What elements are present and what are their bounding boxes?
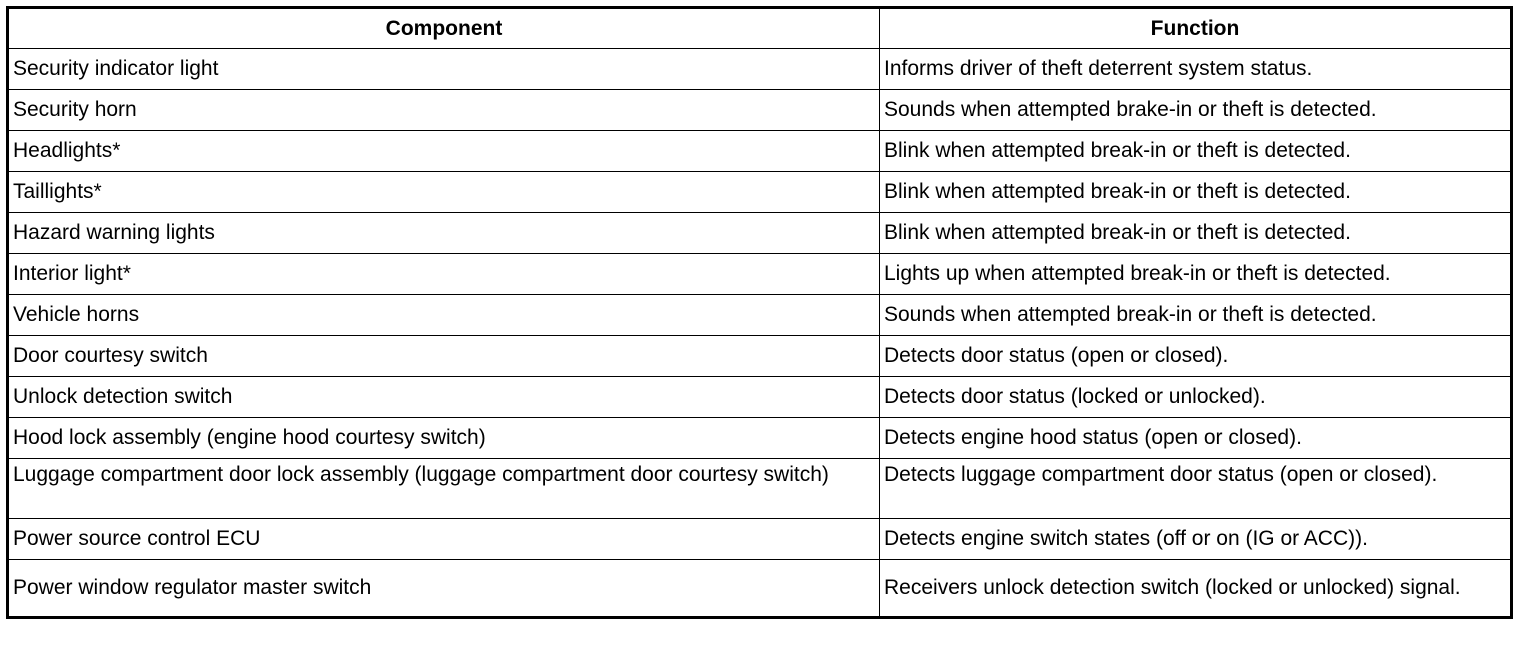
component-function-table	[6, 6, 1513, 619]
table-row	[8, 459, 1512, 519]
component-cell: Luggage compartment door lock assembly (luggage compartment door courtesy switch)	[8, 459, 880, 519]
table-row	[8, 418, 1512, 459]
function-cell: Lights up when attempted break-in or theft is detected.	[880, 254, 1512, 295]
component-cell: Hood lock assembly (engine hood courtesy switch)	[8, 418, 880, 459]
component-cell: Vehicle horns	[8, 295, 880, 336]
function-cell: Blink when attempted break-in or theft is detected.	[880, 213, 1512, 254]
table-row	[8, 254, 1512, 295]
component-cell: Unlock detection switch	[8, 377, 880, 418]
function-cell: Blink when attempted break-in or theft is detected.	[880, 131, 1512, 172]
component-cell: Interior light*	[8, 254, 880, 295]
function-cell: Detects door status (open or closed).	[880, 336, 1512, 377]
function-cell: Detects engine switch states (off or on (IG or ACC)).	[880, 519, 1512, 560]
component-cell: Taillights*	[8, 172, 880, 213]
function-cell: Sounds when attempted brake-in or theft is detected.	[880, 90, 1512, 131]
column-header-component: Component	[8, 8, 880, 49]
function-cell: Detects door status (locked or unlocked).	[880, 377, 1512, 418]
component-cell: Door courtesy switch	[8, 336, 880, 377]
component-cell: Headlights*	[8, 131, 880, 172]
component-cell: Security horn	[8, 90, 880, 131]
table-row	[8, 49, 1512, 90]
component-cell: Security indicator light	[8, 49, 880, 90]
function-cell: Receivers unlock detection switch (locked or unlocked) signal.	[880, 560, 1512, 618]
table-row	[8, 519, 1512, 560]
component-cell: Hazard warning lights	[8, 213, 880, 254]
function-cell: Blink when attempted break-in or theft is detected.	[880, 172, 1512, 213]
table-row	[8, 213, 1512, 254]
table-header-row	[8, 8, 1512, 49]
table-row	[8, 336, 1512, 377]
function-cell: Sounds when attempted break-in or theft is detected.	[880, 295, 1512, 336]
function-cell: Informs driver of theft deterrent system status.	[880, 49, 1512, 90]
component-cell: Power source control ECU	[8, 519, 880, 560]
function-cell: Detects luggage compartment door status (open or closed).	[880, 459, 1512, 519]
table-row	[8, 295, 1512, 336]
table-row	[8, 377, 1512, 418]
table-row	[8, 131, 1512, 172]
component-cell: Power window regulator master switch	[8, 560, 880, 618]
table-row	[8, 560, 1512, 618]
table-row	[8, 172, 1512, 213]
function-cell: Detects engine hood status (open or closed).	[880, 418, 1512, 459]
column-header-function: Function	[880, 8, 1512, 49]
table-row	[8, 90, 1512, 131]
